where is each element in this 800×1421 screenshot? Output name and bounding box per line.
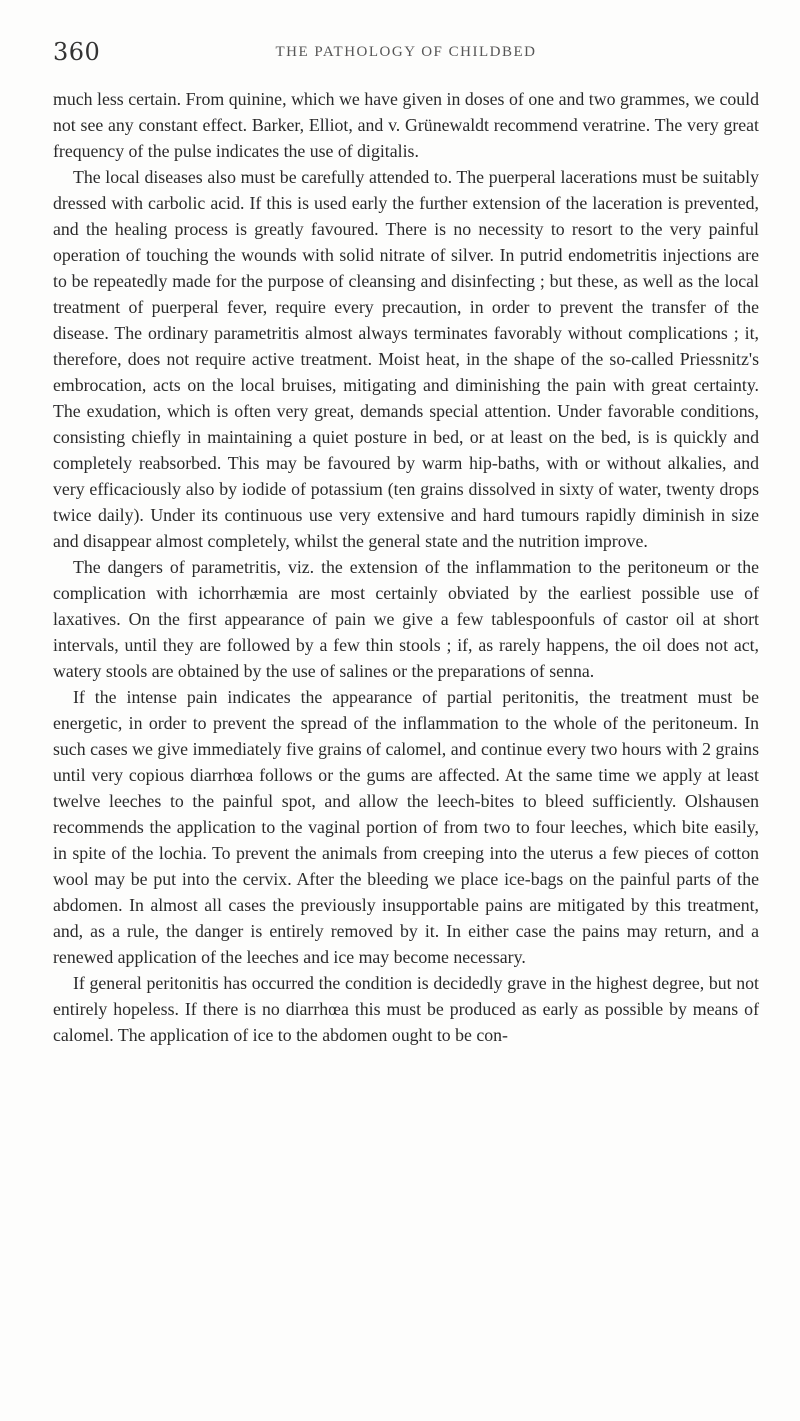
page-number: 360 (53, 38, 101, 66)
paragraph-3: The dangers of parametritis, viz. the extension of the inflammation to the peritoneum or the complication with ichorrhæmia are most certainly obviated by the earliest possible use of laxatives. On the first appearance of pain we give a few tablespoonfuls of castor oil at short intervals, until they are followed by a few thin stools ; if, as rarely happens, the oil does not act, watery stools are obtained by the use of salines or the preparations of senna. (53, 557, 759, 681)
paragraph-2: The local diseases also must be carefully attended to. The puerperal lacerations must be suitably dressed with carbolic acid. If this is used early the further extension of the laceration is prevented, and the healing process is greatly favoured. There is no necessity to resort to the very painful operation of touching the wounds with solid nitrate of silver. In putrid endometritis injections are to be repeatedly made for the purpose of cleansing and disinfecting ; but these, as well as the local treatment of puerperal fever, require every precaution, in order to prevent the transfer of the disease. The ordinary parametritis almost always terminates favorably without complications ; it, therefore, does not require active treatment. Moist heat, in the shape of the so-called Priessnitz's embrocation, acts on the local bruises, mitigating and diminishing the pain with great certainty. The exudation, which is often very great, demands special attention. Under favorable conditions, consisting chiefly in maintaining a quiet posture in bed, or at least on the bed, is is quickly and completely reabsorbed. This may be favoured by warm hip-baths, with or without alkalies, and very efficaciously also by iodide of potassium (ten grains dissolved in sixty of water, twenty drops twice daily). Under its continuous use very extensive and hard tumours rapidly diminish in size and disappear almost completely, whilst the general state and the nutrition improve. (53, 167, 759, 551)
running-head: THE PATHOLOGY OF CHILDBED (275, 44, 537, 60)
page-header (53, 38, 759, 68)
paragraph-4: If the intense pain indicates the appearance of partial peritonitis, the treatment must be energetic, in order to prevent the spread of the inflammation to the whole of the peritoneum. In such cases we give immediately five grains of calomel, and continue every two hours with 2 grains until very copious diarrhœa follows or the gums are affected. At the same time we apply at least twelve leeches to the painful spot, and allow the leech-bites to bleed sufficiently. Olshausen recommends the application to the vaginal portion of from two to four leeches, which bite easily, in spite of the lochia. To prevent the animals from creeping into the uterus a few pieces of cotton wool may be put into the cervix. After the bleeding we place ice-bags on the painful parts of the abdomen. In almost all cases the previously insupportable pains are mitigated by this treatment, and, as a rule, the danger is entirely removed by it. In either case the pains may return, and a renewed application of the leeches and ice may become necessary. (53, 687, 759, 967)
body-text (53, 86, 759, 1048)
paragraph-1: much less certain. From quinine, which we have given in doses of one and two grammes, we could not see any constant effect. Barker, Elliot, and v. Grünewaldt recommend veratrine. The very great frequency of the pulse indicates the use of digitalis. (53, 89, 759, 161)
paragraph-5: If general peritonitis has occurred the condition is decidedly grave in the highest degree, but not entirely hopeless. If there is no diarrhœa this must be produced as early as possible by means of calomel. The application of ice to the abdomen ought to be con- (53, 973, 759, 1045)
